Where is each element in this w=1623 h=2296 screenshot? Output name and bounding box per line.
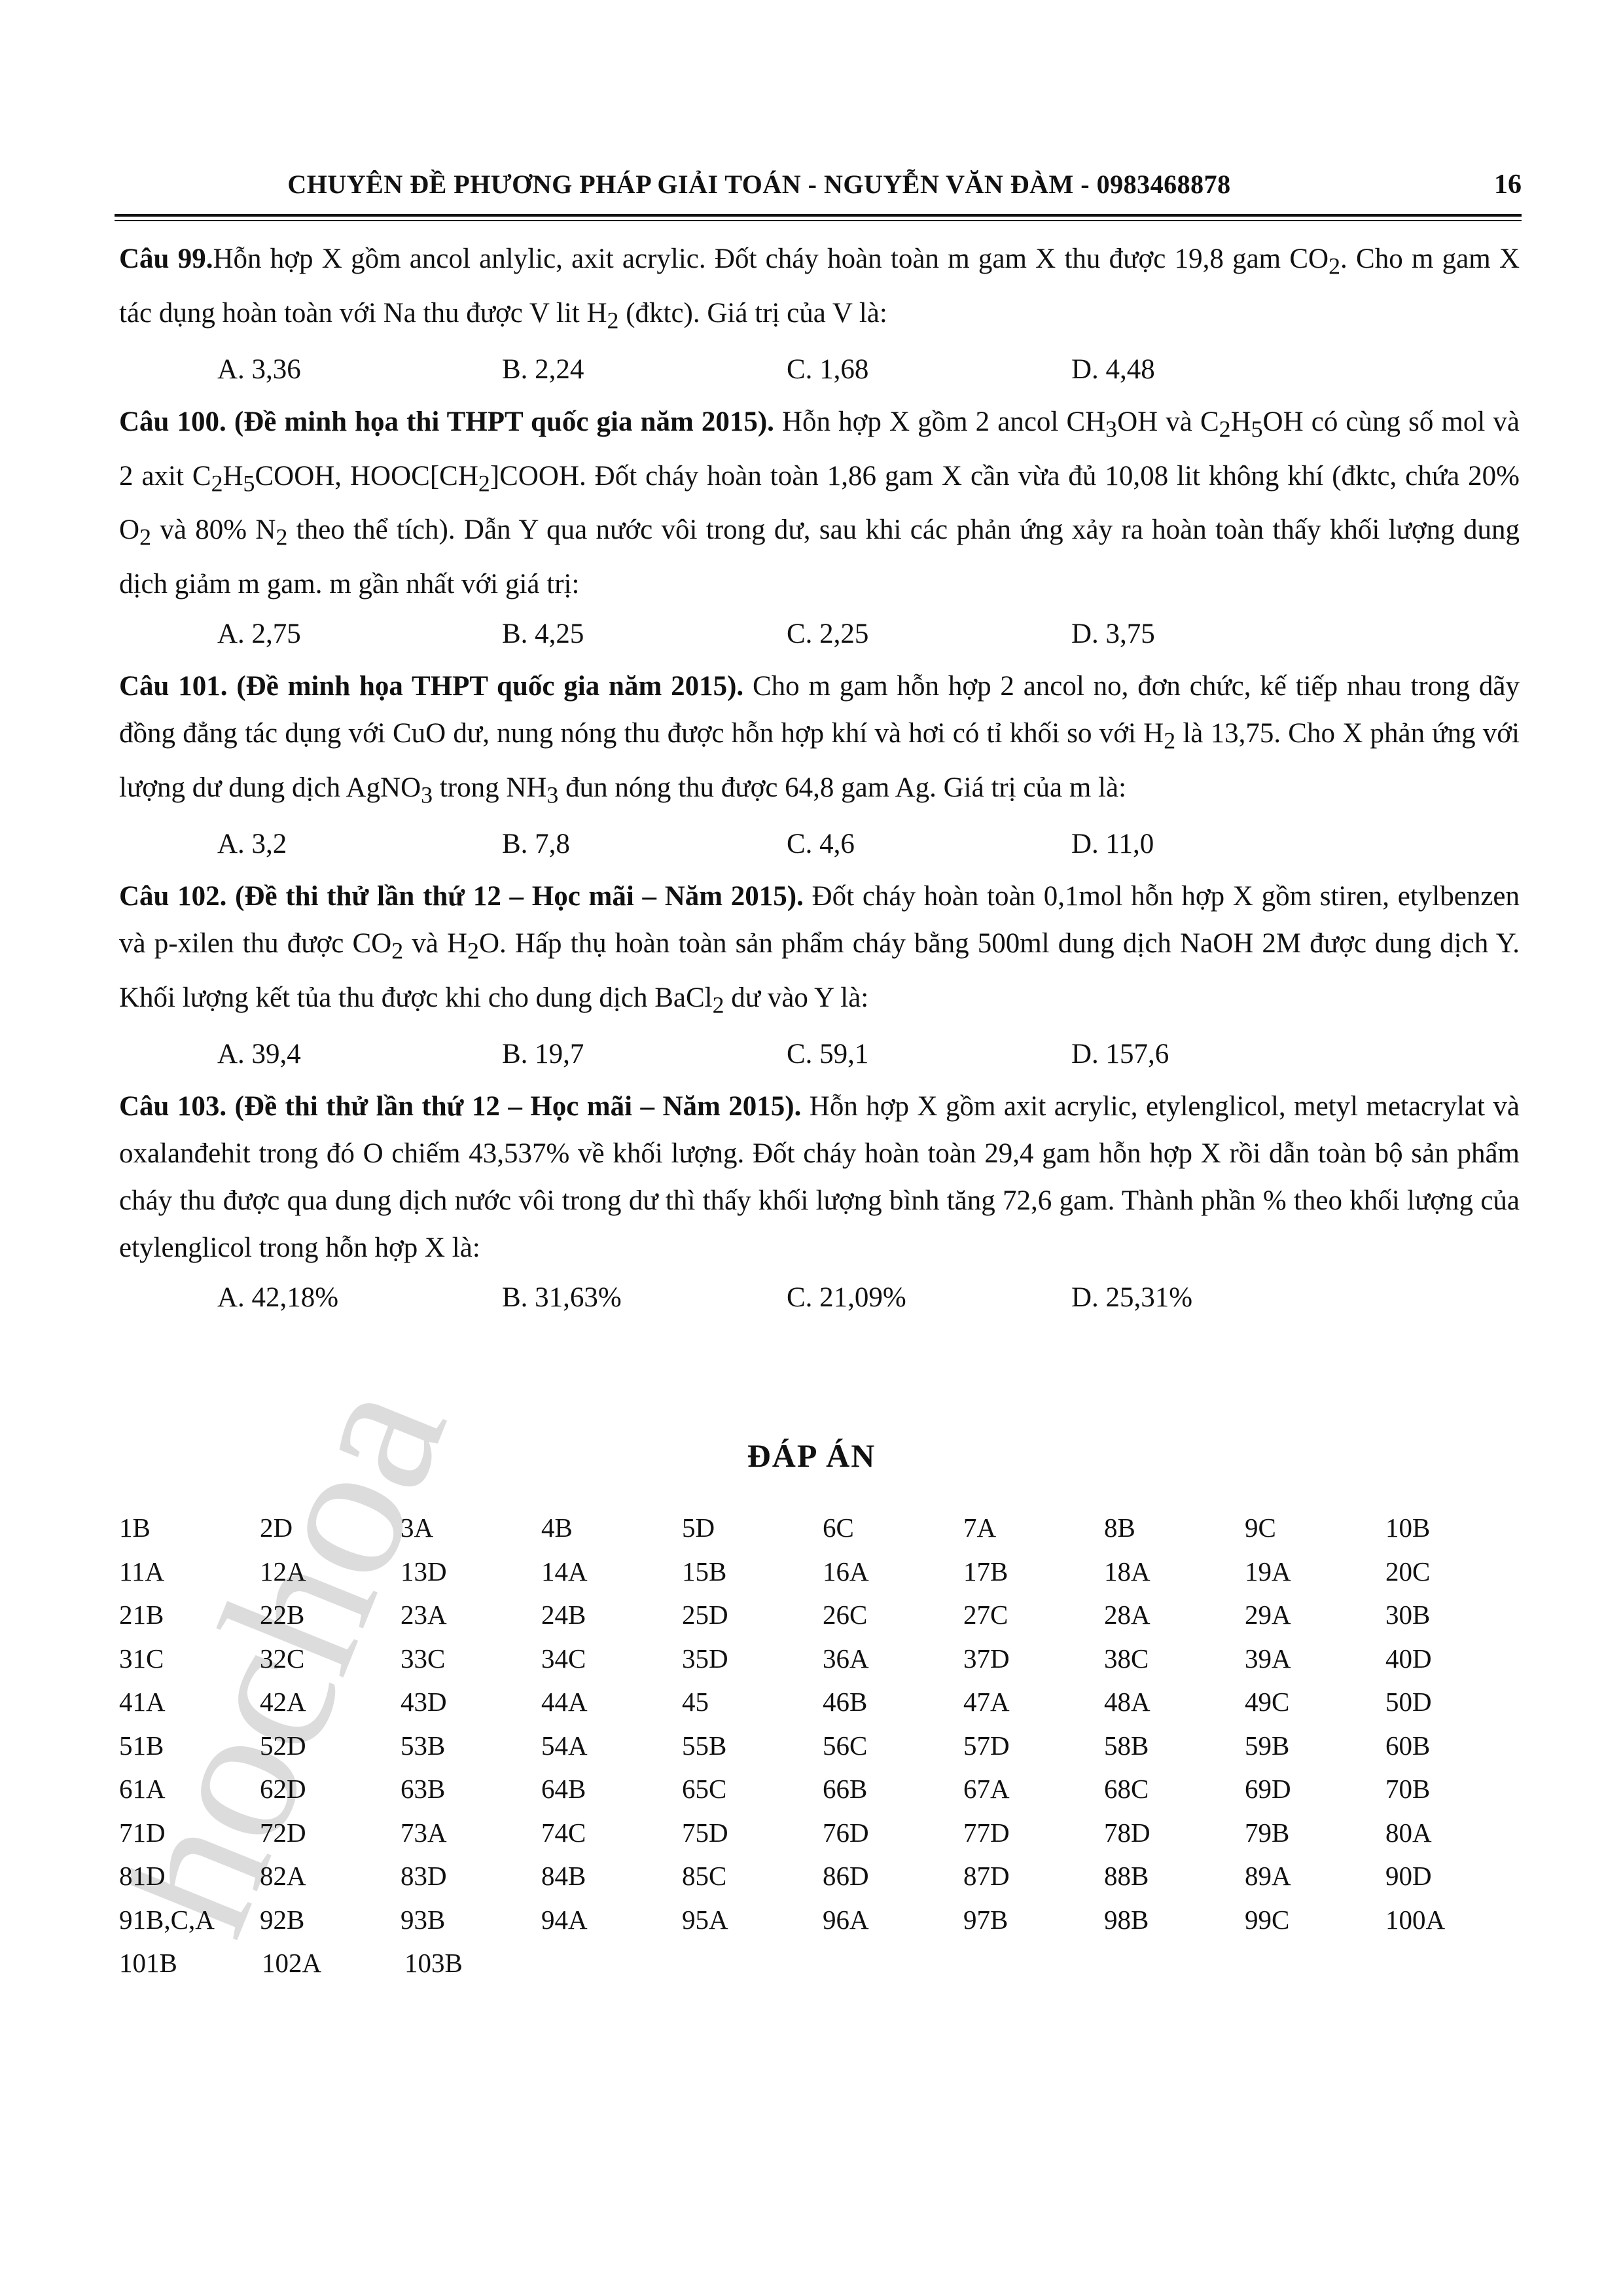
- question-text-segment: đun nóng thu được 64,8 gam Ag. Giá trị của m là:: [558, 772, 1127, 803]
- question-text-segment: theo thể tích). Dẫn Y qua nước vôi trong dư, sau khi các phản ứng xảy ra hoàn toàn thấy khối lượng dung dịch giảm m gam. m gần nhất với giá trị:: [119, 514, 1520, 600]
- answer-option: B. 31,63%: [502, 1282, 622, 1314]
- question-text-segment: OH và C: [1117, 406, 1219, 438]
- question-text-segment: là 13,75. Cho X phản ứng với lượng dư dung dịch AgNO: [119, 717, 1520, 803]
- subscript: 5: [1251, 416, 1263, 442]
- answer-cell: 83D: [401, 1861, 447, 1891]
- answer-cell: 68C: [1104, 1774, 1149, 1804]
- answer-cell: 2D: [260, 1513, 293, 1543]
- answer-key-title: ĐÁP ÁN: [747, 1437, 876, 1474]
- question-text-segment: . Cho m gam X tác dụng hoàn toàn với Na thu được V lit H: [119, 243, 1520, 329]
- answer-cell: 44A: [541, 1687, 588, 1717]
- answer-cell: 37D: [963, 1643, 1010, 1674]
- answer-cell: 80A: [1385, 1817, 1432, 1848]
- question-text-segment: Hỗn hợp X gồm 2 ancol CH: [774, 406, 1106, 438]
- answer-cell: 70B: [1385, 1774, 1431, 1804]
- answer-cell: 93B: [401, 1904, 446, 1935]
- answer-cell: 66B: [823, 1774, 868, 1804]
- question-label: Câu 100. (Đề minh họa thi THPT quốc gia năm 2015).: [119, 406, 774, 438]
- answer-cell: 79B: [1245, 1817, 1290, 1848]
- subscript: 2: [276, 524, 288, 550]
- answer-cell: 100A: [1385, 1904, 1446, 1935]
- answer-option: A. 2,75: [217, 618, 301, 649]
- answer-cell: 15B: [682, 1556, 727, 1587]
- question-text-segment: Đốt cháy hoàn toàn 0,1mol hỗn hợp X gồm stiren, etylbenzen và p-xilen thu được CO: [119, 881, 1520, 960]
- answer-option: C. 59,1: [787, 1039, 869, 1070]
- answer-row: [119, 1556, 1526, 1600]
- question-text-segment: H: [1230, 406, 1251, 438]
- answer-cell: 22B: [260, 1600, 305, 1630]
- question-text: [119, 873, 1520, 1028]
- answer-cell: 65C: [682, 1774, 727, 1804]
- question-text-segment: Hỗn hợp X gồm axit acrylic, etylenglicol, metyl metacrylat và oxalanđehit trong đó O chiếm 43,537% về khối lượng. Đốt cháy hoàn toàn 29,4 gam hỗn hợp X rồi dẫn toàn bộ sản phẩm cháy thu được qua dung dịch nước vôi trong dư thì thấy khối lượng bình tăng 72,6 gam. Thành phần % theo khối lượng của etylenglicol trong hỗn hợp X là:: [119, 1091, 1520, 1264]
- answer-cell: 36A: [823, 1643, 869, 1674]
- answer-cell: 29A: [1245, 1600, 1291, 1630]
- answer-cell: 1B: [119, 1513, 151, 1543]
- header-title: CHUYÊN ĐỀ PHƯƠNG PHÁP GIẢI TOÁN - NGUYỄN VĂN ĐÀM - 0983468878: [287, 170, 1231, 199]
- answer-cell: 72D: [260, 1817, 306, 1848]
- answer-cell: 102A: [262, 1948, 322, 1978]
- answer-cell: 16A: [823, 1556, 869, 1587]
- answer-row: [119, 1773, 1526, 1817]
- answer-cell: 95A: [682, 1904, 728, 1935]
- answer-cell: 64B: [541, 1774, 586, 1804]
- answer-cell: 19A: [1245, 1556, 1291, 1587]
- answer-options: [119, 821, 1520, 868]
- answer-cell: 45: [682, 1687, 709, 1717]
- answer-row: [119, 1599, 1526, 1643]
- answer-cell: 25D: [682, 1600, 728, 1630]
- subscript: 2: [467, 937, 479, 964]
- answer-cell: 75D: [682, 1817, 728, 1848]
- answer-cell: 96A: [823, 1904, 869, 1935]
- answer-cell: 87D: [963, 1861, 1010, 1891]
- answer-option: B. 4,25: [502, 618, 584, 649]
- answer-cell: 46B: [823, 1687, 868, 1717]
- subscript: 5: [243, 470, 255, 497]
- answer-cell: 41A: [119, 1687, 166, 1717]
- answer-cell: 12A: [260, 1556, 306, 1587]
- answer-cell: 40D: [1385, 1643, 1432, 1674]
- subscript: 2: [712, 992, 724, 1018]
- answer-key-grid: [119, 1512, 1526, 1991]
- answer-cell: 8B: [1104, 1513, 1135, 1543]
- answer-cell: 18A: [1104, 1556, 1150, 1587]
- answer-cell: 89A: [1245, 1861, 1291, 1891]
- answer-cell: 71D: [119, 1817, 166, 1848]
- answer-option: A. 3,36: [217, 354, 301, 386]
- answer-cell: 6C: [823, 1513, 854, 1543]
- subscript: 2: [1164, 727, 1176, 754]
- subscript: 2: [1219, 416, 1231, 442]
- answer-options: [119, 611, 1520, 658]
- page-number: 16: [1494, 170, 1522, 200]
- question-block: [119, 236, 1520, 393]
- question-block: [119, 873, 1520, 1078]
- answer-cell: 76D: [823, 1817, 869, 1848]
- question-text: [119, 236, 1520, 344]
- answer-cell: 103B: [404, 1948, 463, 1978]
- question-text: [119, 399, 1520, 608]
- answer-option: C. 2,25: [787, 618, 869, 649]
- answer-option: B. 2,24: [502, 354, 584, 386]
- answer-cell: 59B: [1245, 1730, 1290, 1761]
- answer-option: D. 157,6: [1071, 1039, 1169, 1070]
- answer-cell: 4B: [541, 1513, 573, 1543]
- answer-cell: 81D: [119, 1861, 166, 1891]
- answer-cell: 24B: [541, 1600, 586, 1630]
- question-text-segment: H: [223, 460, 243, 492]
- answer-cell: 21B: [119, 1600, 164, 1630]
- answer-cell: 28A: [1104, 1600, 1150, 1630]
- answer-cell: 58B: [1104, 1730, 1149, 1761]
- answer-cell: 54A: [541, 1730, 588, 1761]
- question-text-segment: và H: [403, 928, 468, 960]
- answer-option: B. 19,7: [502, 1039, 584, 1070]
- answer-option: D. 4,48: [1071, 354, 1155, 386]
- header-rule-thin: [115, 220, 1522, 221]
- answer-cell: 39A: [1245, 1643, 1291, 1674]
- question-text-segment: COOH, HOOC[CH: [255, 460, 478, 492]
- answer-cell: 49C: [1245, 1687, 1290, 1717]
- question-block: [119, 399, 1520, 658]
- answer-cell: 82A: [260, 1861, 306, 1891]
- answer-cell: 85C: [682, 1861, 727, 1891]
- question-text-segment: Cho m gam hỗn hợp 2 ancol no, đơn chức, kế tiếp nhau trong dãy đồng đẳng tác dụng với CuO dư, nung nóng thu được hỗn hợp khí và hơi có tỉ khối so với H: [119, 670, 1520, 749]
- answer-cell: 42A: [260, 1687, 306, 1717]
- answer-option: C. 21,09%: [787, 1282, 906, 1314]
- answer-options: [119, 1274, 1520, 1321]
- header-rule-thick: [115, 214, 1522, 217]
- answer-cell: 30B: [1385, 1600, 1431, 1630]
- answer-row: [119, 1947, 1526, 1991]
- answer-cell: 92B: [260, 1904, 305, 1935]
- subscript: 2: [211, 470, 223, 497]
- answer-cell: 20C: [1385, 1556, 1431, 1587]
- answer-cell: 56C: [823, 1730, 868, 1761]
- answer-cell: 94A: [541, 1904, 588, 1935]
- question-text: [119, 663, 1520, 818]
- answer-cell: 77D: [963, 1817, 1010, 1848]
- subscript: 2: [1329, 253, 1341, 279]
- answer-cell: 34C: [541, 1643, 586, 1674]
- answer-cell: 97B: [963, 1904, 1008, 1935]
- answer-cell: 61A: [119, 1774, 166, 1804]
- question-text-segment: Hỗn hợp X gồm ancol anlylic, axit acrylic. Đốt cháy hoàn toàn m gam X thu được 19,8 gam CO: [213, 243, 1329, 274]
- answer-row: [119, 1686, 1526, 1730]
- answer-cell: 67A: [963, 1774, 1010, 1804]
- answer-row: [119, 1643, 1526, 1687]
- answer-cell: 43D: [401, 1687, 447, 1717]
- question-block: [119, 1083, 1520, 1321]
- answer-cell: 88B: [1104, 1861, 1149, 1891]
- subscript: 3: [421, 781, 433, 808]
- subscript: 2: [139, 524, 151, 550]
- answer-cell: 62D: [260, 1774, 306, 1804]
- answer-cell: 90D: [1385, 1861, 1432, 1891]
- question-label: Câu 102. (Đề thi thử lần thứ 12 – Học mãi – Năm 2015).: [119, 881, 804, 912]
- answer-cell: 32C: [260, 1643, 305, 1674]
- answer-cell: 11A: [119, 1556, 165, 1587]
- answer-cell: 47A: [963, 1687, 1010, 1717]
- answer-cell: 31C: [119, 1643, 164, 1674]
- question-text-segment: (đktc). Giá trị của V là:: [618, 297, 887, 329]
- questions-section: [119, 236, 1520, 1327]
- answer-option: A. 3,2: [217, 829, 287, 860]
- question-text-segment: dư vào Y là:: [724, 982, 869, 1013]
- answer-option: D. 11,0: [1071, 829, 1154, 860]
- answer-option: A. 39,4: [217, 1039, 301, 1070]
- question-block: [119, 663, 1520, 868]
- subscript: 2: [607, 307, 619, 334]
- answer-cell: 99C: [1245, 1904, 1290, 1935]
- answer-row: [119, 1730, 1526, 1774]
- answer-cell: 17B: [963, 1556, 1008, 1587]
- answer-cell: 52D: [260, 1730, 306, 1761]
- answer-option: B. 7,8: [502, 829, 570, 860]
- answer-cell: 57D: [963, 1730, 1010, 1761]
- watermark-text: hochoa: [131, 1352, 488, 1960]
- answer-row: [119, 1860, 1526, 1904]
- answer-cell: 84B: [541, 1861, 586, 1891]
- answer-row: [119, 1904, 1526, 1948]
- question-label: Câu 103. (Đề thi thử lần thứ 12 – Học mãi – Năm 2015).: [119, 1091, 802, 1122]
- answer-cell: 38C: [1104, 1643, 1149, 1674]
- question-label: Câu 99.: [119, 243, 213, 274]
- answer-cell: 55B: [682, 1730, 727, 1761]
- answer-cell: 10B: [1385, 1513, 1431, 1543]
- subscript: 2: [391, 937, 404, 964]
- page-header: [118, 169, 1522, 208]
- answer-row: [119, 1817, 1526, 1861]
- answer-cell: 101B: [119, 1948, 177, 1978]
- answer-cell: 7A: [963, 1513, 997, 1543]
- answer-option: D. 25,31%: [1071, 1282, 1193, 1314]
- answer-cell: 48A: [1104, 1687, 1150, 1717]
- answer-options: [119, 346, 1520, 393]
- answer-cell: 78D: [1104, 1817, 1150, 1848]
- answer-option: C. 1,68: [787, 354, 869, 386]
- subscript: 2: [478, 470, 490, 497]
- answer-cell: 13D: [401, 1556, 447, 1587]
- question-text-segment: và 80% N: [151, 514, 276, 546]
- answer-cell: 3A: [401, 1513, 434, 1543]
- subscript: 3: [1105, 416, 1118, 442]
- answer-cell: 69D: [1245, 1774, 1291, 1804]
- question-text-segment: ]COOH. Đốt cháy hoàn toàn 1,86 gam X cần vừa đủ 10,08 lit không khí (đktc, chứa 20% O: [119, 460, 1520, 546]
- answer-cell: 51B: [119, 1730, 164, 1761]
- answer-cell: 9C: [1245, 1513, 1276, 1543]
- answer-cell: 23A: [401, 1600, 447, 1630]
- answer-cell: 53B: [401, 1730, 446, 1761]
- answer-cell: 63B: [401, 1774, 446, 1804]
- answer-cell: 33C: [401, 1643, 446, 1674]
- answer-cell: 35D: [682, 1643, 728, 1674]
- answer-cell: 74C: [541, 1817, 586, 1848]
- answer-cell: 26C: [823, 1600, 868, 1630]
- answer-cell: 73A: [401, 1817, 447, 1848]
- answer-cell: 91B,C,A: [119, 1904, 215, 1935]
- answer-cell: 98B: [1104, 1904, 1149, 1935]
- answer-option: A. 42,18%: [217, 1282, 339, 1314]
- question-label: Câu 101. (Đề minh họa THPT quốc gia năm 2015).: [119, 670, 744, 702]
- question-text-segment: trong NH: [433, 772, 547, 803]
- answer-cell: 14A: [541, 1556, 588, 1587]
- answer-option: D. 3,75: [1071, 618, 1155, 649]
- answer-cell: 27C: [963, 1600, 1008, 1630]
- answer-cell: 60B: [1385, 1730, 1431, 1761]
- answer-cell: 50D: [1385, 1687, 1432, 1717]
- answer-option: C. 4,6: [787, 829, 855, 860]
- question-text: [119, 1083, 1520, 1272]
- answer-options: [119, 1031, 1520, 1078]
- answer-cell: 86D: [823, 1861, 869, 1891]
- question-text-segment: O. Hấp thụ hoàn toàn sản phẩm cháy bằng 500ml dung dịch NaOH 2M được dung dịch Y. Khối lượng kết tủa thu được khi cho dung dịch BaCl: [119, 928, 1520, 1013]
- question-text-segment: OH có cùng số mol và 2 axit C: [119, 406, 1520, 492]
- answer-cell: 5D: [682, 1513, 715, 1543]
- answer-row: [119, 1512, 1526, 1556]
- subscript: 3: [546, 781, 559, 808]
